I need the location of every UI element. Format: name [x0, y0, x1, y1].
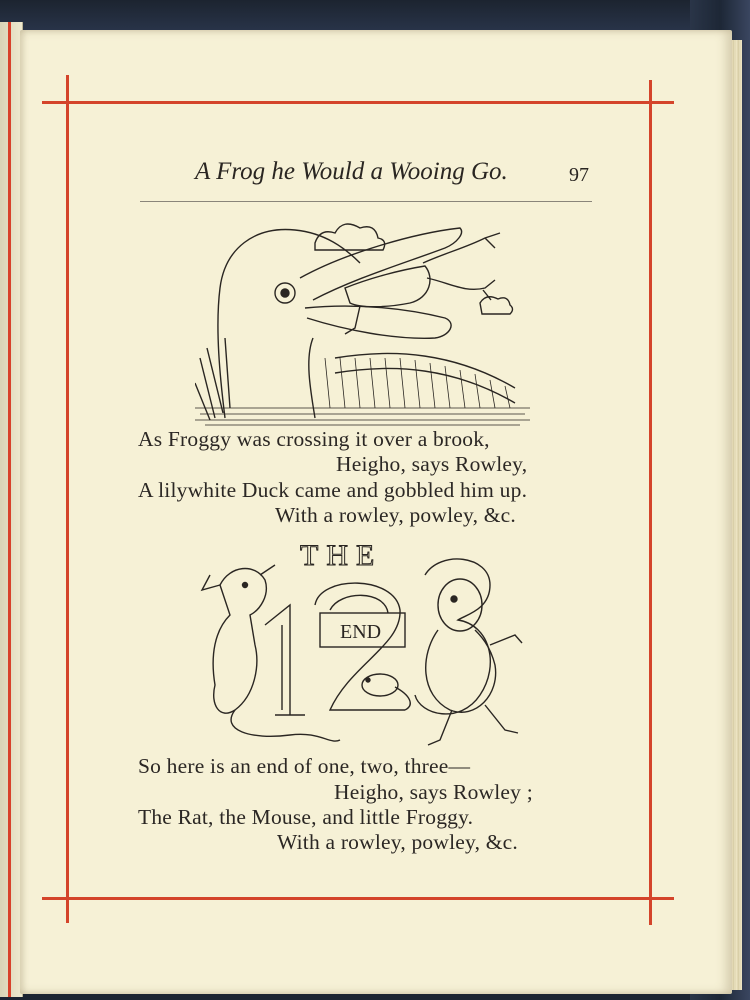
header-rule — [140, 201, 592, 202]
duck-eating-frog-illustration — [195, 208, 530, 426]
running-title: A Frog he Would a Wooing Go. — [195, 158, 508, 185]
border-bottom-rule — [42, 897, 674, 900]
end-sign-text: END — [340, 621, 382, 643]
border-top-rule — [42, 101, 674, 104]
stanza-1-line-2: Heigho, says Rowley, — [336, 452, 528, 476]
running-head — [195, 158, 595, 192]
stanza-2-line-3: The Rat, the Mouse, and little Froggy. — [138, 805, 474, 829]
stanza-1-line-1: As Froggy was crossing it over a brook, — [138, 427, 490, 451]
the-end-numbers-illustration — [190, 535, 530, 755]
page-number: 97 — [569, 164, 589, 186]
stanza-2-line-2: Heigho, says Rowley ; — [334, 780, 533, 804]
the-banner-text: THE — [300, 539, 383, 572]
stanza-2-line-4: With a rowley, powley, &c. — [277, 830, 518, 854]
stanza-1-line-3: A lilywhite Duck came and gobbled him up. — [138, 478, 528, 502]
stanza-2-line-1: So here is an end of one, two, three— — [138, 754, 471, 778]
border-left-rule — [66, 75, 69, 923]
border-right-rule — [649, 80, 652, 925]
stanza-1-line-4: With a rowley, powley, &c. — [275, 503, 516, 527]
